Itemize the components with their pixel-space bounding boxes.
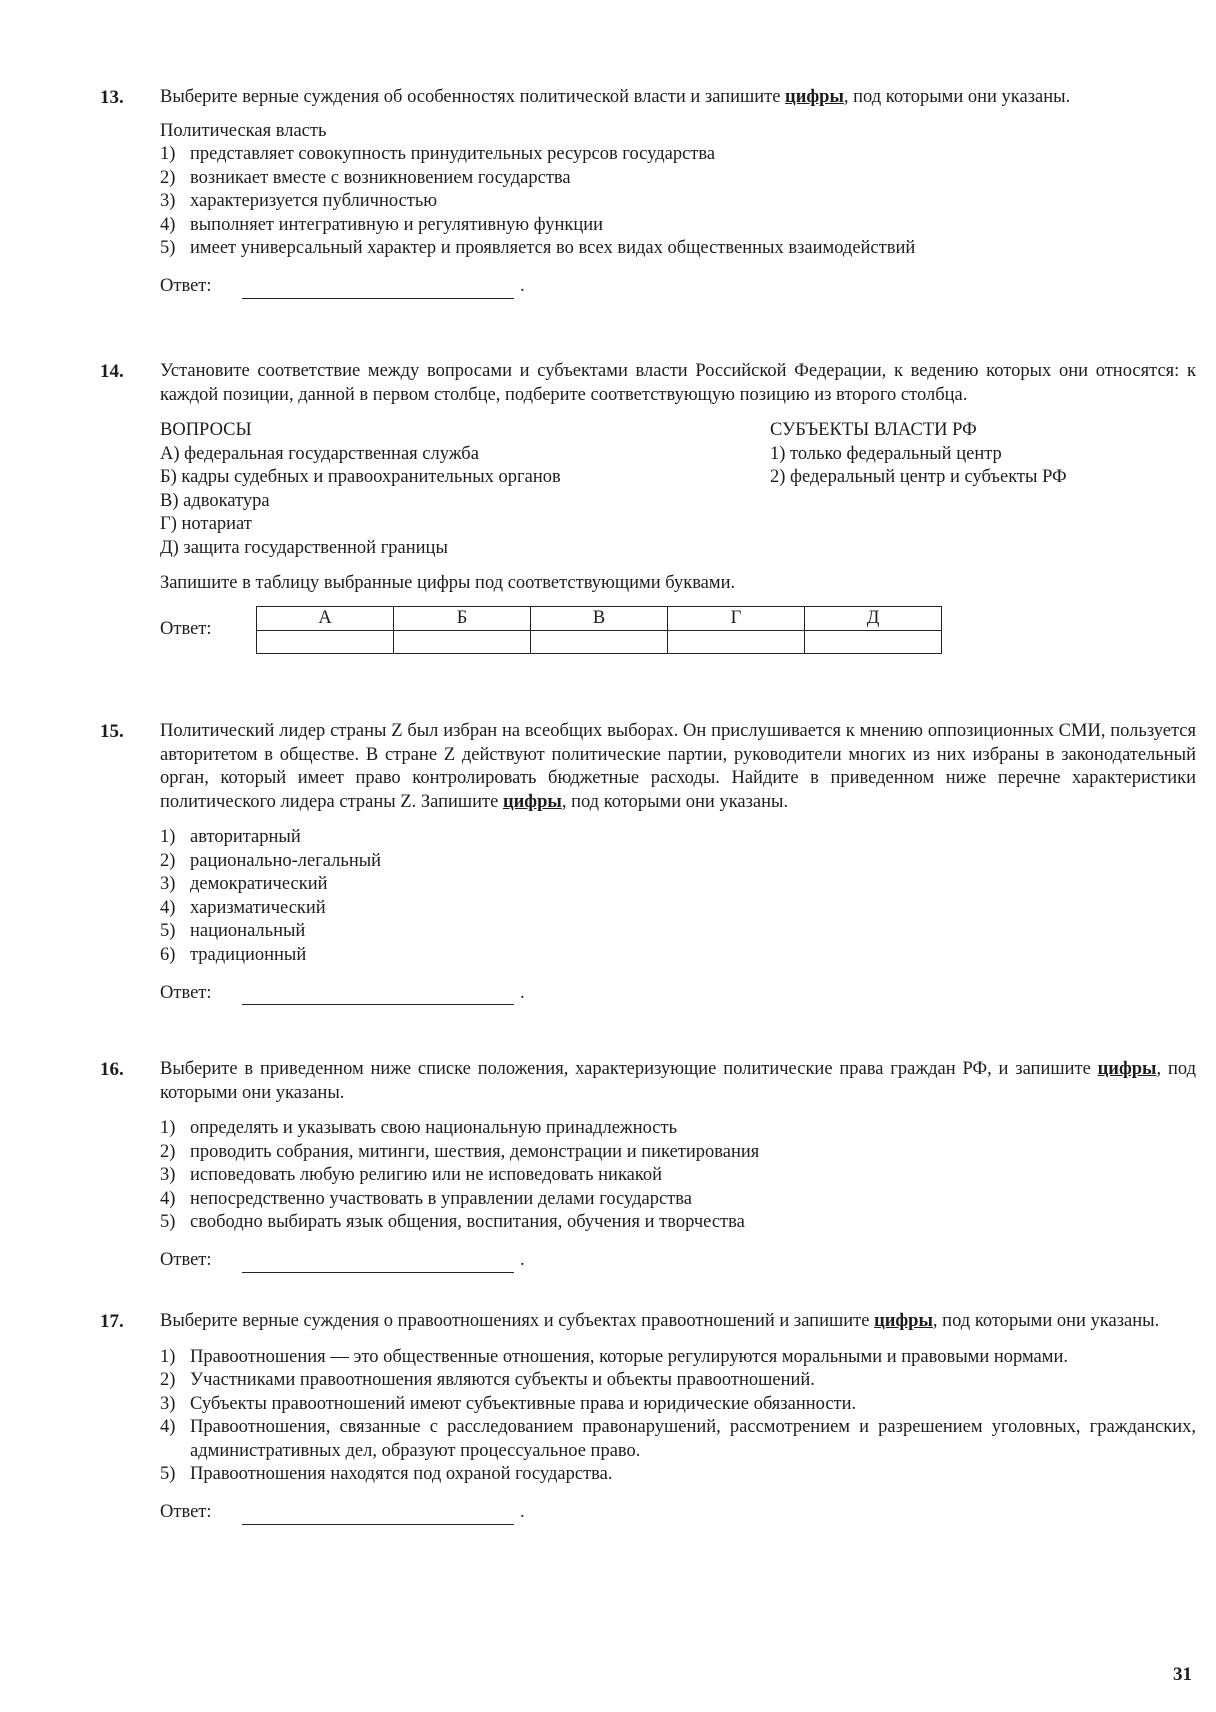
task-body [160,1058,1196,1273]
answer-label: Ответ: [160,276,212,296]
subject-item: 1) только федеральный центр [770,443,1002,464]
task-body [160,86,1196,299]
task-13 [100,86,1196,299]
option-number: 2) [160,1370,176,1390]
task-prompt [160,720,1196,814]
option-item [160,897,1196,921]
answer-line: Ответ: . [160,1249,1196,1273]
answer-table [256,606,942,655]
subjects-column [770,419,1196,560]
option-item [160,850,1196,874]
task-lead: Политическая власть [160,120,327,141]
answer-table-letter: А [257,606,394,631]
option-number: 4) [160,214,176,235]
option-text: определять и указывать свою национальную принадлежность [190,1118,678,1138]
option-item [160,1188,1196,1212]
question-item: Г) нотариат [160,514,252,534]
answer-table-letter: Б [394,606,531,631]
task-prompt [160,1310,1196,1334]
option-item [160,1211,1196,1235]
option-text: харизматический [190,897,326,918]
option-text: Правоотношения, связанные с расследованием правонарушений, рассмотрением и разрешением уголовных, гражданских, административных дел, образуют процессуальное право. [190,1417,1196,1461]
option-item [160,920,1196,944]
option-number: 2) [160,1141,176,1162]
subjects-heading: СУБЪЕКТЫ ВЛАСТИ РФ [770,420,977,440]
prompt-text-end: , под которыми они указаны. [843,87,1071,107]
option-number: 3) [160,1165,176,1185]
answer-blank[interactable] [242,280,514,299]
answer-table-header [257,606,942,631]
option-number: 3) [160,874,176,894]
option-text: Участниками правоотношения являются субъекты и объекты правоотношений. [190,1370,815,1390]
question-item: Б) кадры судебных и правоохранительных органов [160,467,561,487]
prompt-text-end: , под которыми они указаны. [932,1311,1160,1331]
answer-label: Ответ: [160,619,212,639]
task-body [160,1310,1196,1525]
question-item: А) федеральная государственная служба [160,443,479,464]
answer-line: Ответ: . [160,275,1196,299]
option-number: 2) [160,850,176,871]
prompt-text: Выберите в приведенном ниже списке положения, характеризующие политические права граждан РФ, и запишите [160,1059,1098,1079]
option-text: исповедовать любую религию или не исповедовать никакой [190,1165,663,1185]
option-number: 5) [160,1212,176,1232]
questions-heading: ВОПРОСЫ [160,420,252,440]
answer-table-cell[interactable] [394,631,531,654]
option-text: традиционный [190,944,307,965]
prompt-text-end: , под которыми они указаны. [561,791,789,812]
option-number: 4) [160,1417,176,1437]
option-item [160,1141,1196,1165]
answer-label: Ответ: [160,1502,212,1522]
option-number: 1) [160,144,176,164]
task-body [160,720,1196,1005]
option-item [160,190,1196,214]
subject-item: 2) федеральный центр и субъекты РФ [770,467,1067,487]
option-text: рационально-легальный [190,850,382,871]
option-text: имеет универсальный характер и проявляется во всех видах общественных взаимодействий [190,238,916,258]
option-text: Правоотношения находятся под охраной государства. [190,1464,613,1484]
answer-table-cell[interactable] [805,631,942,654]
option-number: 1) [160,827,176,847]
answer-table-inputs [257,631,942,654]
option-text: демократический [190,874,328,894]
option-number: 5) [160,238,176,258]
option-text: Субъекты правоотношений имеют субъективные права и юридические обязанности. [190,1393,857,1414]
task-number: 14. [100,361,124,382]
answer-line: Ответ: . [160,1501,1196,1525]
option-text: свободно выбирать язык общения, воспитания, обучения и творчества [190,1212,745,1232]
option-item [160,873,1196,897]
option-number: 5) [160,1464,176,1484]
option-list [160,1346,1196,1487]
option-number: 4) [160,897,176,918]
option-item [160,1346,1196,1370]
answer-table-cell[interactable] [668,631,805,654]
answer-table-cell[interactable] [257,631,394,654]
option-number: 5) [160,921,176,941]
option-item [160,1117,1196,1141]
prompt-emphasis: цифры [1097,1059,1157,1079]
option-text: характеризуется публичностью [190,191,438,211]
option-text: выполняет интегративную и регулятивную функции [190,214,604,235]
option-number: 6) [160,944,176,965]
option-text: представляет совокупность принудительных ресурсов государства [190,144,716,164]
task-number: 13. [100,87,124,108]
option-text: проводить собрания, митинги, шествия, демонстрации и пикетирования [190,1141,760,1162]
task-16 [100,1058,1196,1273]
task-number: 16. [100,1059,124,1080]
option-text: возникает вместе с возникновением государства [190,167,571,188]
option-text: национальный [190,921,306,941]
question-item: В) адвокатура [160,490,270,511]
option-item [160,944,1196,968]
option-number: 1) [160,1346,176,1367]
option-item [160,1463,1196,1487]
option-list [160,826,1196,967]
option-item [160,167,1196,191]
task-body [160,360,1196,654]
answer-table-letter: Г [668,606,805,631]
option-text: авторитарный [190,827,301,847]
option-item [160,143,1196,167]
answer-label: Ответ: [160,982,212,1003]
answer-blank[interactable] [242,1506,514,1525]
answer-table-row [160,606,1196,655]
answer-line: Ответ: . [160,981,1196,1005]
task-17 [100,1310,1196,1525]
option-item [160,826,1196,850]
answer-table-letter: В [531,606,668,631]
task-number: 15. [100,721,124,742]
page-number: 31 [1173,1664,1192,1685]
answer-blank[interactable] [242,1254,514,1273]
table-instruction: Запишите в таблицу выбранные цифры под соответствующими буквами. [160,573,736,593]
option-number: 4) [160,1188,176,1209]
option-text: непосредственно участвовать в управлении делами государства [190,1188,692,1209]
prompt-emphasis: цифры [785,87,844,107]
matching-columns [160,419,1196,560]
task-prompt [160,1058,1196,1105]
task-14 [100,360,1196,654]
option-number: 3) [160,191,176,211]
prompt-emphasis: цифры [502,791,562,812]
option-text: Правоотношения — это общественные отношения, которые регулируются моральными и правовыми нормами. [190,1346,1069,1367]
prompt-text-end: , под которыми они указаны. [160,1059,1196,1103]
option-number: 3) [160,1393,176,1414]
option-item [160,1393,1196,1417]
option-item [160,237,1196,261]
task-number: 17. [100,1311,124,1332]
task-prompt: Установите соответствие между вопросами и субъектами власти Российской Федерации, к ведению которых они относятся: к каждой позиции, данной в первом столбце, подберите соответствующую позицию из второго столбца. [160,361,1196,405]
task-15 [100,720,1196,1005]
answer-table-cell[interactable] [531,631,668,654]
option-item [160,214,1196,238]
option-number: 2) [160,167,176,188]
answer-table-letter: Д [805,606,942,631]
answer-label: Ответ: [160,1250,212,1270]
prompt-emphasis: цифры [874,1311,933,1331]
option-item [160,1369,1196,1393]
option-item [160,1416,1196,1463]
question-item: Д) защита государственной границы [160,537,448,558]
prompt-text: Выберите верные суждения об особенностях политической власти и запишите [160,87,786,107]
task-prompt [160,86,1196,110]
option-item [160,1164,1196,1188]
questions-column [160,419,770,560]
prompt-text: Политический лидер страны Z был избран на всеобщих выборах. Он прислушивается к мнению оппозиционных СМИ, пользуется авторитетом в обществе. В стране Z действуют политические партии, руководители многих из них избраны в законодательный орган, который имеет право контролировать бюджетные расходы. Найдите в приведенном ниже перечне характеристики политического лидера страны Z. Запишите [160,721,1196,812]
option-list [160,143,1196,261]
answer-blank[interactable] [242,986,514,1005]
option-number: 1) [160,1118,176,1138]
option-list [160,1117,1196,1235]
prompt-text: Выберите верные суждения о правоотношениях и субъектах правоотношений и запишите [160,1311,875,1331]
